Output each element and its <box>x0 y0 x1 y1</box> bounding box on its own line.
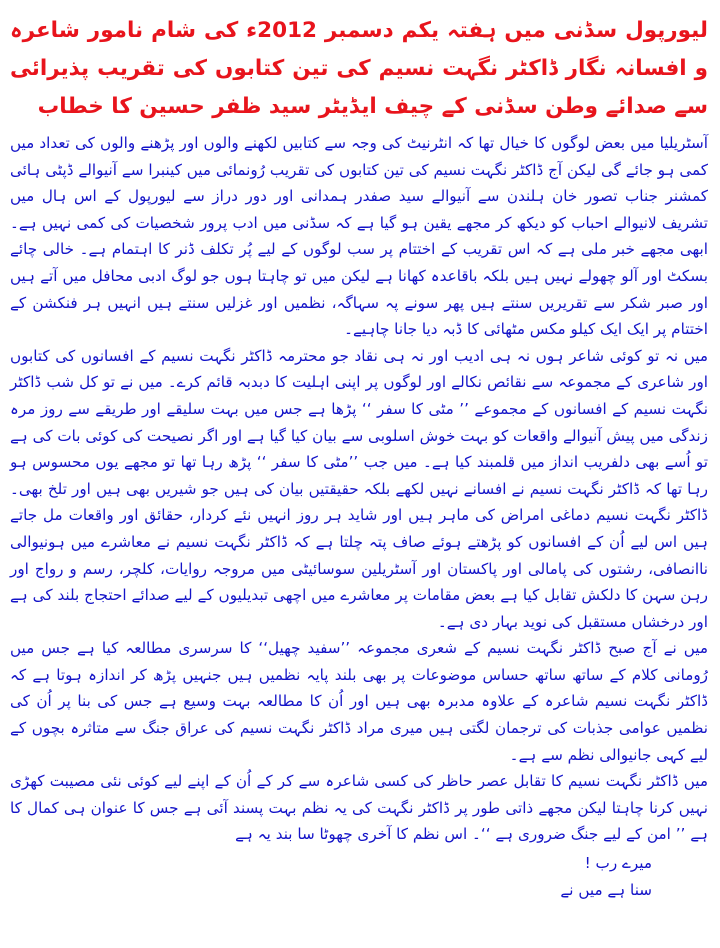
article-body <box>10 130 708 904</box>
paragraph-3: میں نے آج صبح ڈاکٹر نگہت نسیم کے شعری مجموعہ ’’سفید چھیل‘‘ کا سرسری مطالعہ کیا ہے جس میں رُومانی کلام کے ساتھ ساتھ حساس موضوعات پر بھی بلند پایہ نظمیں ہیں جنہیں پڑھ کر اندازہ ہوتا ہے کہ ڈاکٹر نگہت نسیم شاعرہ کے علاوہ مدبرہ بھی ہیں اور اُن کا مطالعہ بہت وسیع ہے جس کی بنا پر اُن کی نظمیں عوامی جذبات کی ترجمان لگتی ہیں میری مراد ڈاکٹر نگہت نسیم کی عراق جنگ سے متاثرہ بچوں کے لیے کہی جانیوالی نظم سے ہے۔ <box>10 639 708 764</box>
paragraph-2: میں نہ تو کوئی شاعر ہوں نہ ہی ادیب اور نہ ہی نقاد جو محترمہ ڈاکٹر نگہت نسیم کے افسانوں کی کتابوں اور شاعری کے مجموعہ سے نقائص نکالے اور لوگوں پر اپنی اہلیت کا دبدبہ قائم کرے۔ میں نے تو کل شب ڈاکٹر نگہت نسیم کے افسانوں کے مجموعے ’’ مٹی کا سفر ‘‘ پڑھا ہے جس میں بہت سلیقے اور طریقے سے روز مرہ زندگی میں پیش آنیوالے واقعات کو بہت خوش اسلوبی سے بیان کیا گیا ہے اور اگر نصیحت کی کوئی بات کی ہے تو اُسے بھی دلفریب انداز میں قلمبند کیا ہے۔ میں جب ’’مٹی کا سفر ‘‘ پڑھ رہا تھا تو مجھے یوں محسوس ہو رہا تھا کہ ڈاکٹر نگہت نسیم نے افسانے نہیں لکھے بلکہ حقیقتیں بیان کی ہیں جو شیریں بھی ہیں اور تلخ بھی۔ ڈاکٹر نگہت نسیم دماغی امراض کی ماہر ہیں اور شاید ہر روز انہیں نئے کردار، حقائق اور واقعات مل جاتے ہیں اس لیے اُن کے افسانوں کو پڑھتے ہوئے صاف پتہ چلتا ہے کہ ڈاکٹر نگہت نسیم نے معاشرے میں ہونیوالی ناانصافی، رشتوں کی پامالی اور پاکستان اور آسٹریلین سوسائیٹی میں مروجہ روایات، کلچر، رسم و رواج اور رہن سہن کا دلکش تقابل کیا ہے بعض مقامات پر معاشرے میں اچھی تبدیلیوں کے لیے صدائے احتجاج بلند کی ہے اور درخشاں مستقبل کی نوید بہار دی ہے۔ <box>10 346 708 631</box>
headline: لیورپول سڈنی میں ہفتہ یکم دسمبر 2012ء کی شام نامور شاعرہ و افسانہ نگار ڈاکٹر نگہت نسیم کی تین کتابوں کی تقریب پذیرائی سے صدائے وطن سڈنی کے چیف ایڈیٹر سید ظفر حسین کا خطاب <box>10 18 708 119</box>
poem-line-2: سنا ہے میں نے <box>560 881 652 900</box>
poem-excerpt <box>10 850 708 904</box>
paragraph-4: میں ڈاکٹر نگہت نسیم کا تقابل عصر حاظر کی کسی شاعرہ سے کر کے اُن کے اپنے لیے کوئی نئی مصیبت کھڑی نہیں کرنا چاہتا لیکن مجھے ذاتی طور پر ڈاکٹر نگہت کی یہ نظم بہت پسند آئی ہے جس کا عنوان ہی کمال کا ہے ’’ امن کے لیے جنگ ضروری ہے ‘‘۔ اس نظم کا آخری چھوٹا سا بند یہ ہے <box>10 772 708 844</box>
poem-line-1: میرے رب ! <box>584 854 652 873</box>
paragraph-1: آسٹریلیا میں بعض لوگوں کا خیال تھا کہ انٹرنیٹ کی وجہ سے کتابیں لکھنے والوں اور پڑھنے والوں کی تعداد میں کمی ہو جائے گی لیکن آج ڈاکٹر نگہت نسیم کی تین کتابوں کی تقریب رُونمائی میں کینبرا سے آنیوالے ڈپٹی ہائی کمشنر جناب تصور خان ہلندن سے آنیوالے سید صفدر ہمدانی اور دور دراز سے لیورپول کے اس ہال میں تشریف لانیوالے احباب کو دیکھ کر مجھے یقین ہو گیا ہے کہ سڈنی میں ادب پرور شخصیات کی کمی نہیں ہے۔ ابھی مجھے خبر ملی ہے کہ اس تقریب کے اختتام پر سب لوگوں کے لیے پُر تکلف ڈنر کا اہتمام ہے۔ خالی چائے بسکٹ اور آلو چھولے نہیں ہیں بلکہ باقاعدہ کھانا ہے لیکن میں تو چاہتا ہوں جو لوگ ادبی محافل میں آتے ہیں اور صبر شکر سے تقریریں سنتے ہیں پھر سونے پہ سہاگہ، نظمیں اور غزلیں سنتے ہیں انہیں ہر فنکشن کے اختتام پر ایک ایک کیلو مکس مٹھائی کا ڈبہ دیا جانا چاہیے۔ <box>10 134 708 339</box>
